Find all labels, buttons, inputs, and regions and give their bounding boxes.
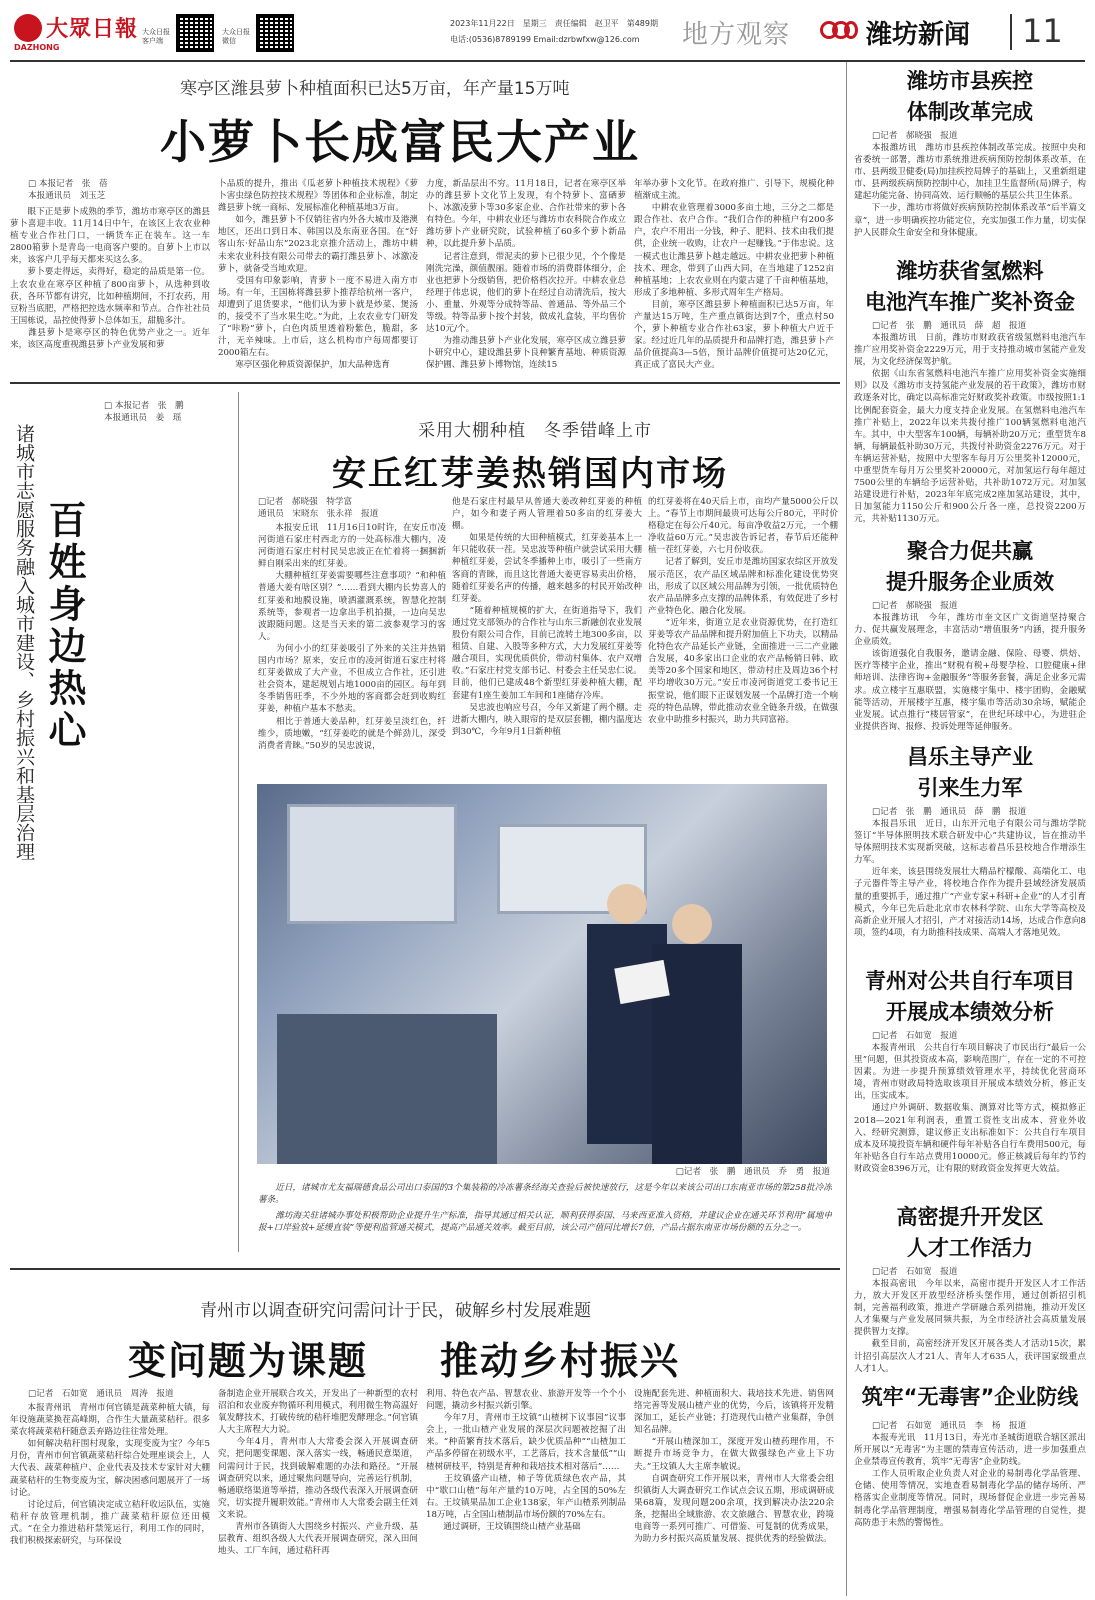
photo-credit: □记者 张 鹏 通讯员 乔 勇 报道	[675, 1167, 830, 1177]
a2-title: 百姓身边热心	[42, 500, 86, 752]
qr-code-client-icon[interactable]	[176, 14, 214, 52]
a4-title-left: 变问题为课题	[128, 1339, 369, 1383]
section-title: 地方观察	[682, 20, 791, 50]
side6-title: 高密提升开发区 人才工作活力	[896, 1205, 1044, 1260]
side4-byline: □记者 张 鹏 通讯员 薛 鹏 报道	[872, 807, 1027, 817]
a2-subtitle: 诸城市志愿服务融入城市建设、乡村振兴和基层治理	[13, 424, 35, 861]
a2-right-rule	[238, 392, 239, 1252]
a1-byline: □ 本报记者 张 蓓 本报通讯员 刘玉芝	[28, 179, 108, 201]
side1-title: 潍坊市县疾控 体制改革完成	[907, 69, 1033, 124]
side3-body: 本报潍坊讯 今年，潍坊市奎文区广文街道坚持聚合力、促共赢发展理念，丰富活动“增值服务”内涵，提升服务企业质效。 该街道强化自我服务，邀请金融、保险、母婴、烘焙、医疗等楼宇企业，推出“财税有税+母婴孕检、口腔健康+律师培训、法律咨询+金融服务”等服务套餐，满足企业多元需求。成立楼宇互惠联盟，实施楼宇集中、楼宇团购，金融赋能等活动，开展楼宇互惠，楼宇集市等活动30余场，赋能企业发展。试点推行“楼居管家”，在世纪环球中心，为进驻企业提供咨询、报修、投诉处理等延伸服务。	[854, 613, 1086, 732]
a1-bottom-rule	[10, 382, 840, 384]
paper-name: 大眾日報	[46, 16, 139, 42]
a4-col3: 利用、特色农产品、智慧农业、旅游开发等一个个小问题，撬动乡村振兴新引擎。 今年7月，青州市王坟镇“山楂树下议事园”议事会上，一批山楂产业发展的深层次问题被挖掘了出来。“种苗繁育技术落后，缺少优质品种”“山楂加工产品多停留在初级水平，工艺落后，技术含量低”“山楂树研枝平，特别是育种和栽培技术相对落后”…… 王坟镇盛产山楂，柿子等优质绿色农产品，其中“歇口山楂”每年产量约10万吨，占全国的50%左右。王坟镇果品加工企业138家，年产山楂系列制品18万吨，占全国山楂制品市场份额的70%左右。 通过调研，王坟镇围绕山楂产业基础	[426, 1389, 626, 1533]
photo-caption-2: 潍坊海关驻诸城办事处积极帮助企业提升生产标准，指导其通过相关认证，顺利获得泰国、马来西亚准入资格，并建议企业在通关环节利用“属地申报+口岸验放+延缓直装”等便利监管通关模式，提高产品通关效率。截至目前，该公司产值同比增长7倍，产品占据东南亚市场份额的五分之一。	[258, 1211, 832, 1234]
a1-kicker: 寒亭区潍县萝卜种植面积已达5万亩，年产量15万吨	[180, 79, 570, 99]
side7-byline: □记者 石如宽 通讯员 李 杨 报道	[872, 1421, 1027, 1431]
side5-title: 青州对公共自行车项目 开展成本绩效分析	[865, 969, 1075, 1024]
masthead	[0, 0, 1095, 62]
a4-col4: 设施配套先进、种植面积大、栽培技术先进、销售网络完善等发展山楂产业的优势，今后，该镇将开发精深加工，延长产业链；打造现代山楂产业集群，争创知名品牌。 “开展山楂深加工，深度开发山楂药理作用，不断提升市场竞争力，在做大做强绿色产业上下功夫。”王坟镇人大主席李敏说。 自调查研究工作开展以来，青州市人大常委会组织镇街人大调查研究工作试点会议五期，形成调研成果68篇，发现问题200余项，找到解决办法220余条，挖掘出全域旅游、农文旅融合、智慧农业，跨境电商等一系列可推广、可借鉴、可复制的优秀成果，为助力乡村振兴高质量发展、提供优秀的经验做法。	[634, 1389, 834, 1545]
masthead-rule	[10, 60, 1085, 62]
photo-caption-1: 近日，诸城市尤友福瑞德食品公司出口泰国的3个集装箱的冷冻薯条经海关查验后被快速放行，这是今年以来该公司出口东南亚市场的第258批冷冻薯条。	[258, 1183, 832, 1206]
a3-byline: □记者 郝晓强 特学富 通讯员 宋晓东 张永祥 报道	[258, 497, 379, 519]
paper-logo-icon	[14, 14, 42, 42]
sidebar-left-rule	[846, 62, 847, 1596]
side7-body: 本报寿光讯 11月13日，寿光市圣城街道联合辖区派出所开展以“无毒害”为主题的禁毒宣传活动，进一步加强重点企业禁毒宣传教育，筑牢“无毒害”企业防线。 工作人员听取企业负责人对企业的易制毒化学品管理、仓储、使用等情况，实地查看易制毒化学品的储存场所、严格落实企业制度等情况。同时，现场督促企业进一步完善易制毒化学品管理制度，增强易制毒化学品管理的自觉性，提高防患于未然的警惕性。	[854, 1433, 1086, 1528]
date-line: 2023年11月22日 星期三 责任编辑 赵卫平 第489期	[450, 19, 658, 28]
a3-col3: 的红芽姜将在40天后上市，亩均产量5000公斤以上。“春节上市期间最贵可达每公斤80元，平时价格稳定在每公斤40元。每亩净收益2万元，一个棚净收益60万元。”吴忠波告诉记者，春节后还能种植一茬红芽姜，六七月份收获。 记者了解到，安丘市是潍坊国家农综区开放发展示范区，农产品区域品牌和标准化建设优势突出，形成了以区域公用品牌为引领，一批优质特色农产品品牌多点支撑的品牌体系，有效促进了乡村产业特色化、融合化发展。 “近年来，街道立足农业资源优势，在打造红芽姜等农产品品牌和提升附加值上下功夫，以精品化特色农产品延长产业链，全面推进一三二产业融合发展，40多家出口企业的农产品畅销日韩、欧美等20多个国家和地区，带动村庄及周边36个村平均增收30万元。”安丘市凌河街道党工委书记王振堂说，他们眼下正谋划发展一个品牌打造一个响亮的特色品牌，带此推动农业全链条升级，在做强农业中助推乡村振兴，助力共同富裕。	[648, 497, 838, 725]
a4-col1: 本报青州讯 青州市何官镇是蔬菜种植大镇，每年设施蔬菜换茬高峰期，合作生大量蔬菜秸秆。很多菜农将蔬菜秸秆随意丢弃路边往往常处理。 如何解决秸秆围村现象，实现变废为宝？今年5月份，青州市何官镇蔬菜秸秆综合处理座谈会上，人大代表、蔬菜种植户、企业代表及技术专家针对大棚蔬菜秸秆的生物变废为宝，解决困惑问题展开了一场讨论。 讨论过后，何官镇决定成立秸秆收运队伍，实施秸秆存放管理机制，推广蔬菜秸秆原位还田模式。“在全力推进秸秆禁笼运行，利用工作的同时，我们积极探索研究，与环保设	[10, 1403, 210, 1547]
paper-latin: DAZHONG	[14, 43, 60, 52]
a4-col2: 备制造企业开展联合攻关，开发出了一种新型的农村沼泊和农业废弃物循环利用模式，利用微生物高温好氧发酵技术，打破传统的秸秆堆肥发酵理念。”何官镇人大主席程大力说。 今年4月，青州市人大常委会深入开展调查研究，把问题变课题、深入落实一线，畅通民意渠道，问需问计于民，找到破解难题的办法和路径。“开展调查研究以来，通过聚焦问题导向，完善运行机制，畅通联络渠道等举措，推动各级代表深入开展调查研究，切实提升履职效能。”青州市人大常委会副主任刘文来说。 青州市各镇街人大围绕乡村振兴、产业升级、基层教育、组织各级人大代表开展调查研究，深入田间地头、工厂车间，通过秸秆再	[218, 1389, 418, 1557]
section-name: 潍坊新闻	[866, 20, 971, 50]
qr-code-wechat-icon[interactable]	[256, 14, 294, 52]
side4-title: 昌乐主导产业 引来生力军	[907, 745, 1033, 800]
side1-byline: □记者 郝晓强 报道	[872, 131, 958, 141]
side7-title: 筑牢“无毒害”企业防线	[861, 1385, 1079, 1409]
a3-bottom-rule	[10, 1268, 840, 1270]
a2-body	[90, 426, 228, 858]
side4-body: 本报昌乐讯 近日，山东开元电子有限公司与潍坊学院签订“半导体照明技术联合研发中心”共建协议，旨在推动半导体照明技术实现新突破，这标志着昌乐县校地合作增添生力军。 近年来，该县围绕发展壮大精品柠檬酸、高端化工、电子元器件等主导产业，将校地合作作为提升县域经济发展质量的重要抓手，通过推广“产业专家+科研+企业”的人才引育模式，今年已先后赴北京市农林科学院、山东大学等高校及高新企业开展人才招引，产才对接活动14场，达成合作意向8项，签约4项，有力助推科技成果、高端人才落地见效。	[854, 819, 1086, 938]
customs-inspection-photo	[257, 784, 827, 1164]
a3-title: 安丘红芽姜热销国内市场	[332, 454, 728, 494]
a2-body-cont	[10, 866, 228, 1256]
side2-title: 潍坊获省氢燃料 电池汽车推广奖补资金	[865, 259, 1075, 314]
side2-body: 本报潍坊讯 日前，潍坊市财政获省级氢燃料电池汽车推广应用奖补资金2229万元，用于支持推动城市氢能产业发展，为文化经济保驾护航。 依据《山东省氢燃料电池汽车推广应用奖补资金实施细则》以及《潍坊市支持氢能产业发展的若干政策》，潍坊市财政逐条对比，确定以高标准完好财政奖补政策。市级按照1:1比例配套资金，最大力度支持企业发展。在氢燃料电池汽车推广补贴上，2022年以来共拨付推广100辆氢燃料电池汽车。其中，中大型客车100辆，每辆补助20万元；重型货车8辆，每辆最低补助30万元，共拨付补助资金2276万元。对于车辆运营补贴，按照中大型客车每月万公里奖补12000元，中重型货车每月万公里奖补20000元，对加氢运行每年超过7500公里的车辆给予运营补贴，共补助1072万元。对加氢站建设进行补贴，2023年年底完成2座加氢站建设，其中，日加氢能力1150公斤和900公斤各一座，总投资2200万元，共补贴1130万元。	[854, 333, 1086, 525]
a3-col1: 本报安丘讯 11月16日10时许，在安丘市凌河街道石家庄村西北方的一处高标准大棚内，凌河街道石家庄村村民吴忠波正在忙着将一捆捆新鲜自刚采出来的红芽姜。 大棚种植红芽姜需要哪些注意事项？“和种植普通大姜有啥区别？”……看到大棚内长势喜人的红芽姜和地膜设施，喷洒灌溉系统，智慧化控制系统等，参观者一边拿出手机拍摄，一边向吴忠波跟随问题。这是当天来的第二波参观学习的客人。 为何小小的红芽姜吸引了外来的关注并热销国内市场？原来，安丘市的凌河街道石家庄村将红芽姜做成了大产业，不但成立合作社，还引进社会资本，建起规划占地1000亩的园区。每年到冬季销售旺季，不少外地的客商都会赶到收购红芽姜，种植户基本不愁卖。 相比于普通大姜品种，红芽姜呈淡红色，纤维少，质地嫩，“红芽姜吃的就是个鲜劲儿，深受消费者青睐。”50岁的吴忠波说，	[258, 523, 446, 751]
a4-kicker: 青州市以调查研究问需问计于民，破解乡村发展难题	[200, 1301, 591, 1321]
a1-col1: 眼下正是萝卜成熟的季节，潍坊市寒亭区的潍县萝卜喜迎丰收。11月14日中午，在该区上农农业种植专业合作社门口，一辆货车正在装车。这一车2800箱萝卜是青岛一电商客户要的。自萝卜上市以来，该客户几乎每天都来买这么多。 萝卜要走得远，卖得好，稳定的品质是第一位。上农农业在寒亭区种植了800亩萝卜，从选种到收获，各环节都有讲究，比如种植期间，不打农药，用豆粉当底肥，严格把控选水频率和节点。合作社社员王国栋说，品控使得萝卜总体如玉，甜脆多汁。 潍县萝卜是寒亭区的特色优势产业之一。近年来，该区高度重视潍县萝卜产业发展和萝	[10, 207, 210, 351]
a2-byline: □ 本报记者 张 鹏 本报通讯员 姜 瑶	[104, 401, 184, 423]
a4-title-right: 推动乡村振兴	[440, 1339, 681, 1383]
side5-byline: □记者 石如宽 报道	[872, 1031, 958, 1041]
a3-col2: 他是石家庄村最早从普通大姜改种红芽姜的种植户，如今和妻子两人管理着50多亩的红芽姜大棚。 如果是传统的大田种植模式，红芽姜基本上一年只能收获一茬。吴忠波等种植户就尝试采用大棚种植红芽姜，尝试冬季播种上市，吸引了一些南方客商的青睐，而且这比普通大姜更容易卖出价格，随着红芽姜名声的传播，越来越多的村民开始改种红芽姜。 “随着种植规模的扩大，在街道指导下，我们通过党支部领办的合作社与山东三新融创农业发展股份有限公司合作，目前已流转土地300多亩，以租赁、自建、入股等多种方式，大力发展红芽姜等融合项目，实现优质供价，带动村集体、农户双增收。”石家庄村党支部书记、村委会主任吴忠仁说。目前，他们已建成48个新型红芽姜种植大棚，配套建有1座生姜加工车间和1座储存冷库。 吴忠波也响应号召，今年又新建了两个棚。走进新大棚内，映入眼帘的是双层套棚，棚内温度达到30℃，今年9月1日新种植	[452, 497, 642, 737]
a1-col2: 卜品质的提升，推出《瓜老萝卜种植技术规程》《萝卜害虫绿色防控技术规程》等团体和企业标准，制定潍县萝卜统一商标、发展标准化种植基地3万亩。 如今，潍县萝卜不仅销往省内外各大城市及港澳地区，还出口到日本、韩国以及东南亚各国。在“好客山东·好品山东”2023北京推介活动上，潍坊中耕未来农业科技有限公司带去的霸打潍县萝卜、冰激凌萝卜，就备受当地欢迎。 受国有印象影响，青萝卜一度不易进入南方市场。有一年，王国栋将潍县萝卜推荐给杭州一客户，却遭到了退货要求，“他们认为萝卜就是炒菜、煲汤的，接受不了当水果生吃。”为此，上农农业专门研发了“咔粉”萝卜，白色肉质里透着粉紫色，脆甜，多汁，无辛辣味。上市后，这么机构市户每周都要订2000箱左右。 寒亭区强化种质资源保护，加大品种选育	[218, 179, 418, 371]
side3-byline: □记者 郝晓强 报道	[872, 601, 958, 611]
side3-title: 聚合力促共赢 提升服务企业质效	[886, 539, 1054, 594]
qr1-caption: 大众日报 客户端	[142, 28, 170, 45]
page-divider	[1010, 14, 1012, 50]
a4-byline: □记者 石如宽 通讯员 周涛 报道	[28, 1389, 174, 1399]
a1-col3: 力度，新品层出不穷。11月18日，记者在寒亭区举办的潍县萝卜文化节上发现，有个特萝卜、富硒萝卜、冰激凌萝卜等30多家企业、合作社带来的萝卜各有特色。今年，中耕农业还与潍坊市农科院合作成立潍坊萝卜产业研究院，试验种植了60多个萝卜新品种，以此提升萝卜品质。 记者注意到，带泥卖的萝卜已很少见，个个像是刚洗完澡，颜值靓丽。随着市场的消费群体细分，企业也把萝卜分级销售，把价格档次拉开。中耕农业总经理于伟忠说，他们的萝卜在经过自动清洗后，按大小、重量、外观等分成特等品、普通品、等外品三个等级。特等品萝卜按个封装，做成礼盒装，平均售价达10元/个。 为推动潍县萝卜产业化发展，寒亭区成立潍县萝卜研究中心，建设潍县萝卜良种繁育基地、种质资源保护圃、潍县萝卜博物馆，连续15	[426, 179, 626, 371]
contact-line: 电话:(0536)8789199 Email:dzrbwfxw@126.com	[450, 35, 640, 44]
side2-byline: □记者 张 鹏 通讯员 薛 超 报道	[872, 321, 1027, 331]
side6-body: 本报高密讯 今年以来，高密市提升开发区人才工作活力，放大开发区开放型经济桥头堡作用，通过创新招引机制，完善福利政策，推进产学研融合系列措施，推动开发区人才集聚与产业发展同频共振，为全市经济社会高质量发展提供智力支撑。 截至目前，高密经济开发区开展各类人才活动15次，累计招引高层次人才21人、青年人才635人，获评国家级重点人才1人。	[854, 1279, 1086, 1374]
qr2-caption: 大众日报 微信	[222, 28, 250, 45]
section-logo-icon	[820, 19, 860, 43]
a1-title: 小萝卜长成富民大产业	[160, 115, 640, 169]
side6-byline: □记者 石如宽 报道	[872, 1267, 958, 1277]
a3-kicker: 采用大棚种植 冬季错峰上市	[418, 421, 652, 441]
a1-col4: 年举办萝卜文化节。在政府推广、引导下，规模化种植渐成主流。 中耕农业管理着3000多亩土地，三分之二都是跟合作社、农户合作。“我们合作的种植户有200多户，农户不用出一分钱，种子、肥料、技术由我们提供，企业统一收购，让农户一起赚钱。”于伟忠说。这一模式也让潍县萝卜越走越远。中耕农业把萝卜种植技术、理念，带到了山西大同，在当地建了1252亩种植基地；上农农业则在内蒙古建了千亩种植基地，形成了多地种植、多形式周年生产格局。 目前，寒亭区潍县萝卜种植面积已达5万亩，年产量达15万吨，生产重点镇街达到7个，重点村50个，萝卜种植专业合作社63家，萝卜种植大户近千家。经过近几年的品质提升和品牌打造，潍县萝卜产品价值提高3—5倍，预计品牌价值提可达20亿元，真正成了富民大产业。	[634, 179, 834, 371]
side5-body: 本报青州讯 公共自行车项目解决了市民出行“最后一公里”问题，但其投资成本高，影响范围广，存在一定的不可控因素。为进一步提升预算绩效管理水平，持续优化营商环境，青州市财政局特选取该项目开展成本绩效分析，修正支出，压实成本。 通过户外调研、数据收集、测算对比等方式，模拟修正2018—2021年利润表，重置工资性支出成本、营业外收入、经研究测算，建议修正支出标准如下：公共自行车项目成本及环境投资车辆和硬件每年补贴各自行车费用500元，每年补贴各自行车站点费用10000元。修正核减后每年约节约财政资金8396万元，让有限的财政资金发挥更大效益。	[854, 1043, 1086, 1174]
side1-body: 本报潍坊讯 潍坊市县疾控体制改革完成。按照中央和省委统一部署，潍坊市系统推进疾病预防控制体系改革，在市、县两级卫健委(局)加挂疾控局牌子的基础上，又重新组建市、县两级疾病预防控制中心，加挂卫生监督所(局)牌子，构建起功能完备、协同高效、运行顺畅的基层公共卫生体系。 下一步，潍坊市将做好疾病预防控制体系改革“后半篇文章”，进一步明确疾控功能定位，充实加强工作力量，切实保护人民群众生命安全和身体健康。	[854, 143, 1086, 238]
page-number: 11	[1022, 12, 1063, 50]
